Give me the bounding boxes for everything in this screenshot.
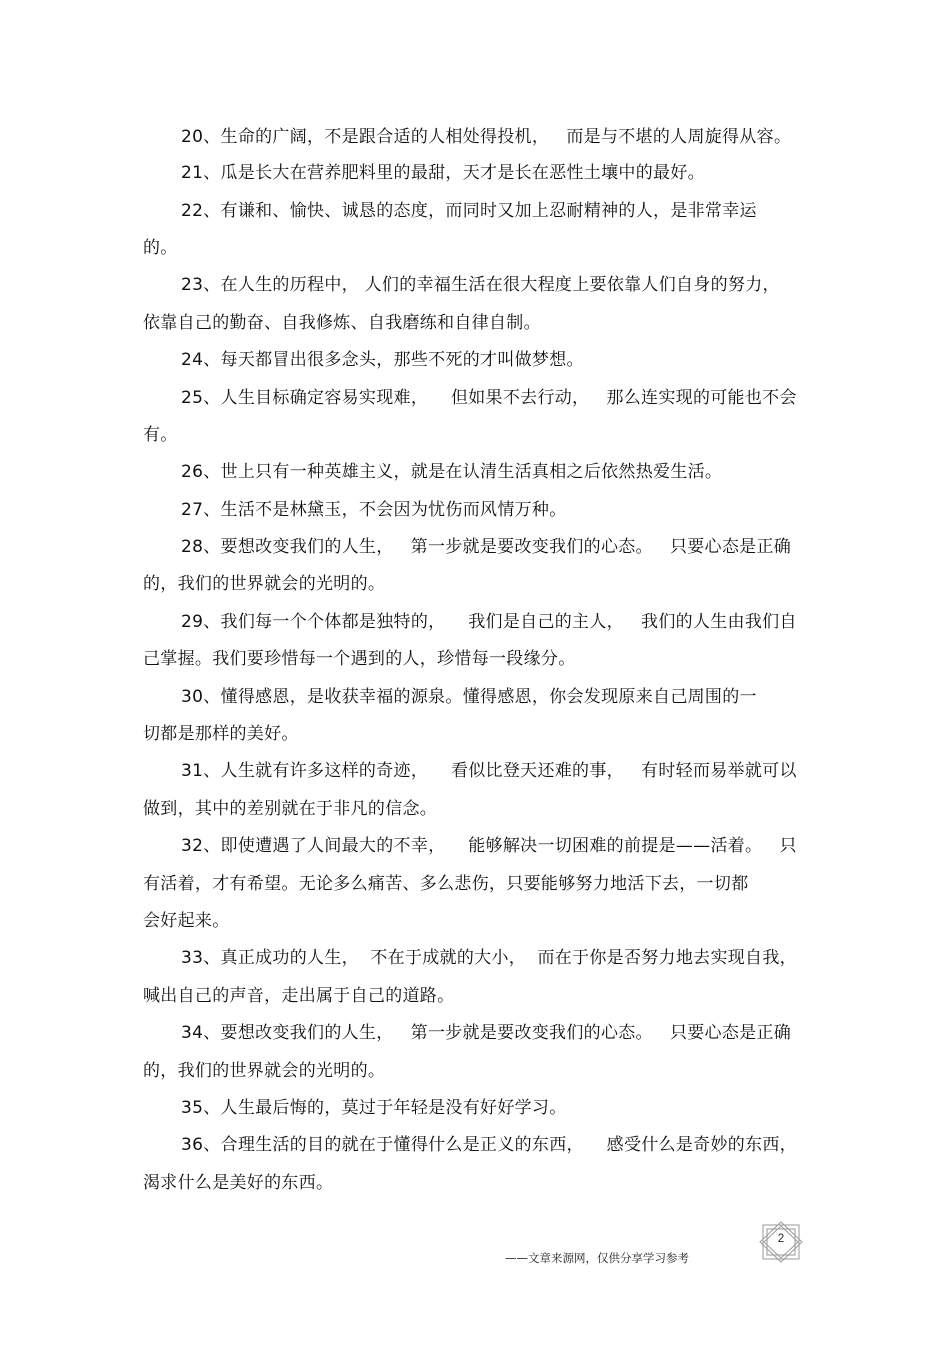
- line: 切都是那样的美好。: [143, 724, 299, 744]
- line: 34、要想改变我们的人生， 第一步就是要改变我们的心态。 只要心态是正确: [181, 1023, 792, 1043]
- line: 21、瓜是长大在营养肥料里的最甜，天才是长在恶性土壤中的最好。: [181, 163, 705, 183]
- footer-source-note: ——文章来源网，仅供分享学习参考: [505, 1251, 689, 1265]
- line: 的，我们的世界就会的光明的。: [143, 574, 386, 594]
- page-number: 2: [777, 1233, 785, 1245]
- line: 会好起来。: [143, 911, 230, 931]
- line: 25、人生目标确定容易实现难， 但如果不去行动， 那么连实现的可能也不会: [181, 388, 797, 408]
- line: 做到，其中的差别就在于非凡的信念。: [143, 799, 438, 819]
- line: 22、有谦和、愉快、诚恳的态度，而同时又加上忍耐精神的人，是非常幸运: [181, 201, 757, 221]
- line: 24、每天都冒出很多念头，那些不死的才叫做梦想。: [181, 350, 584, 370]
- line: 27、生活不是林黛玉，不会因为忧伤而风情万种。: [181, 500, 567, 520]
- line: 31、人生就有许多这样的奇迹， 看似比登天还难的事， 有时轻而易举就可以: [181, 761, 797, 781]
- line: 有活着，才有希望。无论多么痛苦、多么悲伤，只要能够努力地活下去，一切都: [143, 874, 749, 894]
- line: 的，我们的世界就会的光明的。: [143, 1061, 386, 1081]
- line: 的。: [143, 238, 178, 258]
- line: 喊出自己的声音，走出属于自己的道路。: [143, 986, 455, 1006]
- line: 26、世上只有一种英雄主义，就是在认清生活真相之后依然热爱生活。: [181, 462, 723, 482]
- line: 渴求什么是美好的东西。: [143, 1173, 334, 1193]
- line: 23、在人生的历程中， 人们的幸福生活在很大程度上要依靠人们自身的努力，: [181, 275, 780, 295]
- line: 30、懂得感恩，是收获幸福的源泉。懂得感恩，你会发现原来自己周围的一: [181, 687, 757, 707]
- line: 有。: [143, 425, 178, 445]
- line: 己掌握。我们要珍惜每一个遇到的人，珍惜每一段缘分。: [143, 649, 576, 669]
- line: 29、我们每一个个体都是独特的， 我们是自己的主人， 我们的人生由我们自: [181, 612, 797, 632]
- line: 依靠自己的勤奋、自我修炼、自我磨练和自律自制。: [143, 313, 541, 333]
- line: 36、合理生活的目的就在于懂得什么是正义的东西， 感受什么是奇妙的东西，: [181, 1135, 797, 1155]
- line: 28、要想改变我们的人生， 第一步就是要改变我们的心态。 只要心态是正确: [181, 537, 792, 557]
- page-number-badge: [757, 1221, 805, 1263]
- line: 33、真正成功的人生， 不在于成就的大小， 而在于你是否努力地去实现自我，: [181, 948, 797, 968]
- line: 32、即使遭遇了人间最大的不幸， 能够解决一切困难的前提是——活着。 只: [181, 836, 797, 856]
- line: 20、生命的广阔，不是跟合适的人相处得投机， 而是与不堪的人周旋得从容。: [181, 127, 792, 147]
- line: 35、人生最后悔的，莫过于年轻是没有好好学习。: [181, 1098, 567, 1118]
